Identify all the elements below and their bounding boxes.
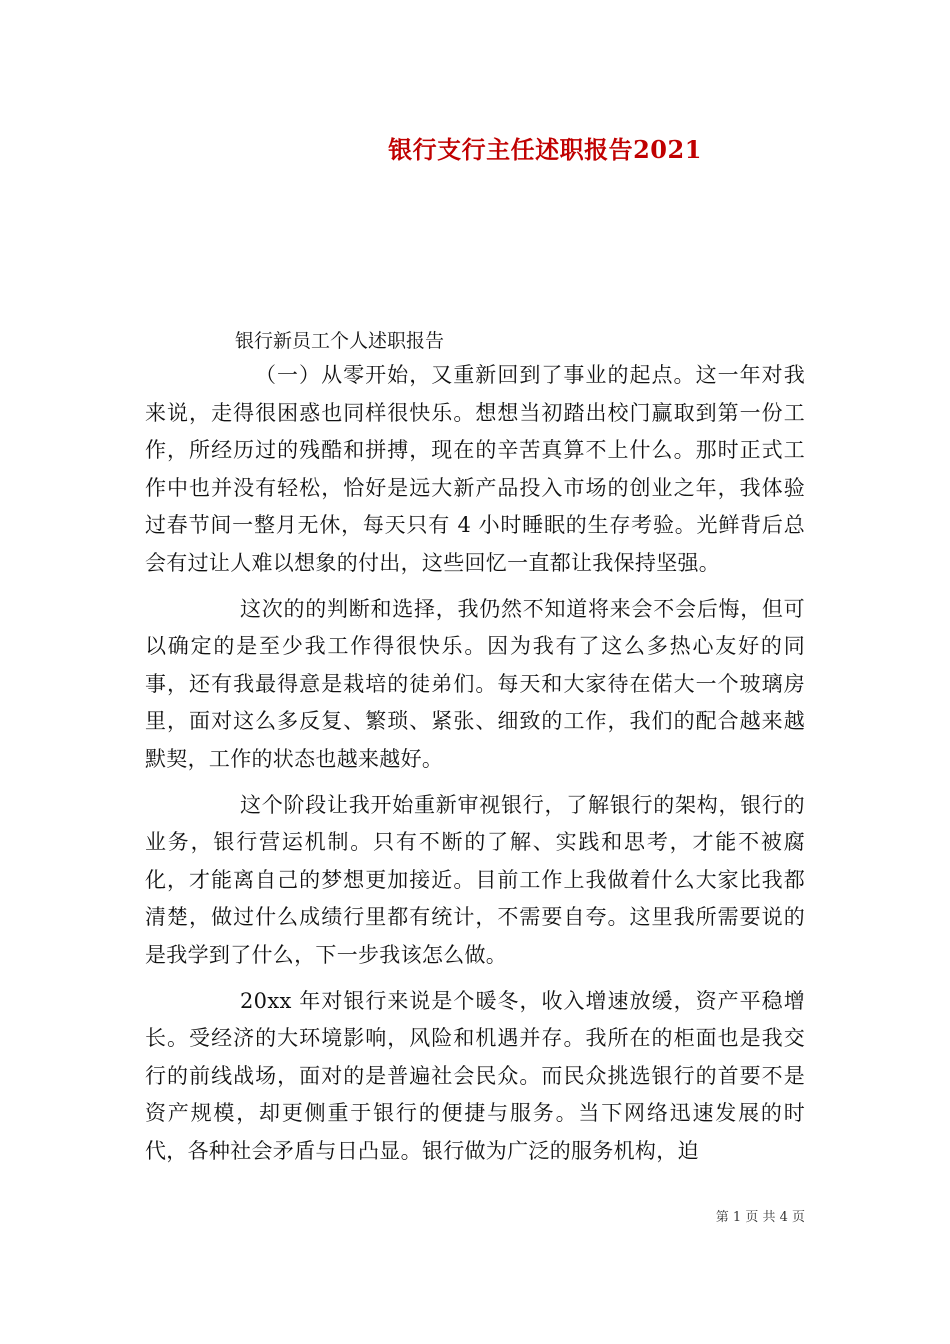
document-title: 银行支行主任述职报告2021	[388, 135, 702, 164]
document-subtitle: 银行新员工个人述职报告	[235, 330, 445, 352]
paragraph-4: 20xx 年对银行来说是个暖冬，收入增速放缓，资产平稳增长。受经济的大环境影响，风险和机遇并存。我所在的柜面也是我交行的前线战场，面对的是普遍社会民众。而民众挑选银行的首要不是资产规模，却更侧重于银行的便捷与服务。当下网络迅速发展的时代，各种社会矛盾与日凸显。银行做为广泛的服务机构，迫	[145, 988, 805, 1163]
page-number: 第 1 页 共 4 页	[715, 1210, 805, 1225]
document-body	[145, 325, 805, 1178]
paragraph-2: 这次的的判断和选择，我仍然不知道将来会不会后悔，但可以确定的是至少我工作得很快乐。因为我有了这么多热心友好的同事，还有我最得意是栽培的徒弟们。每天和大家待在偌大一个玻璃房里，面对这么多反复、繁琐、紧张、细致的工作，我们的配合越来越默契，工作的状态也越来越好。	[145, 596, 805, 771]
paragraph-1: （一）从零开始，又重新回到了事业的起点。这一年对我来说，走得很困惑也同样很快乐。想想当初踏出校门赢取到第一份工作，所经历过的残酷和拼搏，现在的辛苦真算不上什么。那时正式工作中也并没有轻松，恰好是远大新产品投入市场的创业之年，我体验过春节间一整月无休，每天只有 4 小时睡眠的生存考验。光鲜背后总会有过让人难以想象的付出，这些回忆一直都让我保持坚强。	[145, 363, 805, 575]
paragraph-3: 这个阶段让我开始重新审视银行，了解银行的架构，银行的业务，银行营运机制。只有不断的了解、实践和思考，才能不被腐化，才能离自己的梦想更加接近。目前工作上我做着什么大家比我都清楚，做过什么成绩行里都有统计，不需要自夸。这里我所需要说的是我学到了什么，下一步我该怎么做。	[145, 792, 805, 967]
